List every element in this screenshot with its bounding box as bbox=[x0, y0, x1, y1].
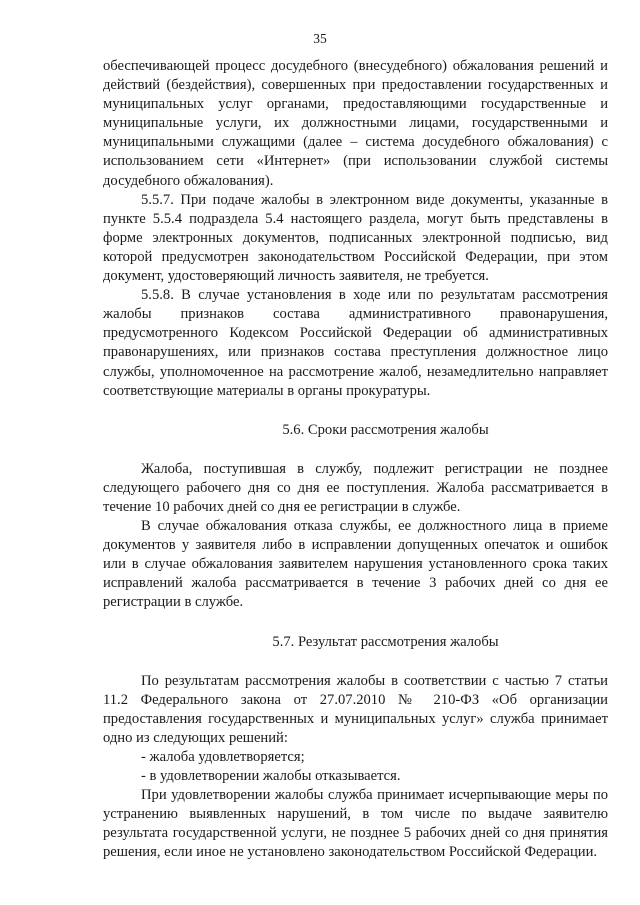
page-number: 35 bbox=[313, 31, 327, 46]
paragraph-5-6-refusal: В случае обжалования отказа службы, ее должностного лица в приеме документов у заявителя либо в исправлении допущенных опечаток и ошибок или в случае обжалования заявителем нарушения установленного срока таких исправлений жалоба рассматривается в течение 3 рабочих дней со дня ее регистрации в службе. bbox=[103, 518, 608, 611]
section-heading-5-6: 5.6. Сроки рассмотрения жалобы bbox=[282, 421, 489, 438]
paragraph-5-6-registration: Жалоба, поступившая в службу, подлежит регистрации не позднее следующего рабочего дня со дня ее поступления. Жалоба рассматривается в течение 10 рабочих дней со дня ее регистрации в службе. bbox=[103, 460, 608, 515]
paragraph-5-5-7: 5.5.7. При подаче жалобы в электронном виде документы, указанные в пункте 5.5.4 подраздела 5.4 настоящего раздела, могут быть представлены в форме электронных документов, подписанных электронной подписью, вид которой предусмотрен законодательством Российской Федерации, при этом документ, удостоверяющий личность заявителя, не требуется. bbox=[103, 191, 608, 285]
paragraph-5-7-closing: При удовлетворении жалобы служба принимает исчерпывающие меры по устранению выявленных нарушений, в том числе по выдаче заявителю результата государственной услуги, не позднее 5 рабочих дней со дня принятия решения, если иное не установлено законодательством Российской Федерации. bbox=[103, 787, 608, 861]
list-item-refused: - в удовлетворении жалобы отказывается. bbox=[141, 768, 401, 785]
document-body bbox=[103, 57, 608, 863]
paragraph-5-7-intro: По результатам рассмотрения жалобы в соответствии с частью 7 статьи 11.2 Федерального закона от 27.07.2010 № 210-ФЗ «Об организации предоставления государственных и муниципальных услуг» служба принимает одно из следующих решений: bbox=[103, 672, 608, 746]
paragraph-5-5-8: 5.5.8. В случае установления в ходе или по результатам рассмотрения жалобы признаков состава административного правонарушения, предусмотренного Кодексом Российской Федерации об административных правонарушениях, или признаков состава преступления должностное лицо службы, уполномоченное на рассмотрение жалоб, незамедлительно направляет соответствующие материалы в органы прокуратуры. bbox=[103, 287, 608, 399]
paragraph-continuation: обеспечивающей процесс досудебного (внесудебного) обжалования решений и действий (бездействия), совершенных при предоставлении государственных и муниципальных услуг органами, предоставляющими государственные и муниципальные услуги, их должностными лицами, государственными и муниципальными служащими (далее – система досудебного обжалования) с использованием сети «Интернет» (при использовании службой системы досудебного обжалования). bbox=[103, 58, 608, 189]
list-item-satisfied: - жалоба удовлетворяется; bbox=[141, 749, 305, 765]
section-heading-5-7: 5.7. Результат рассмотрения жалобы bbox=[272, 633, 499, 650]
